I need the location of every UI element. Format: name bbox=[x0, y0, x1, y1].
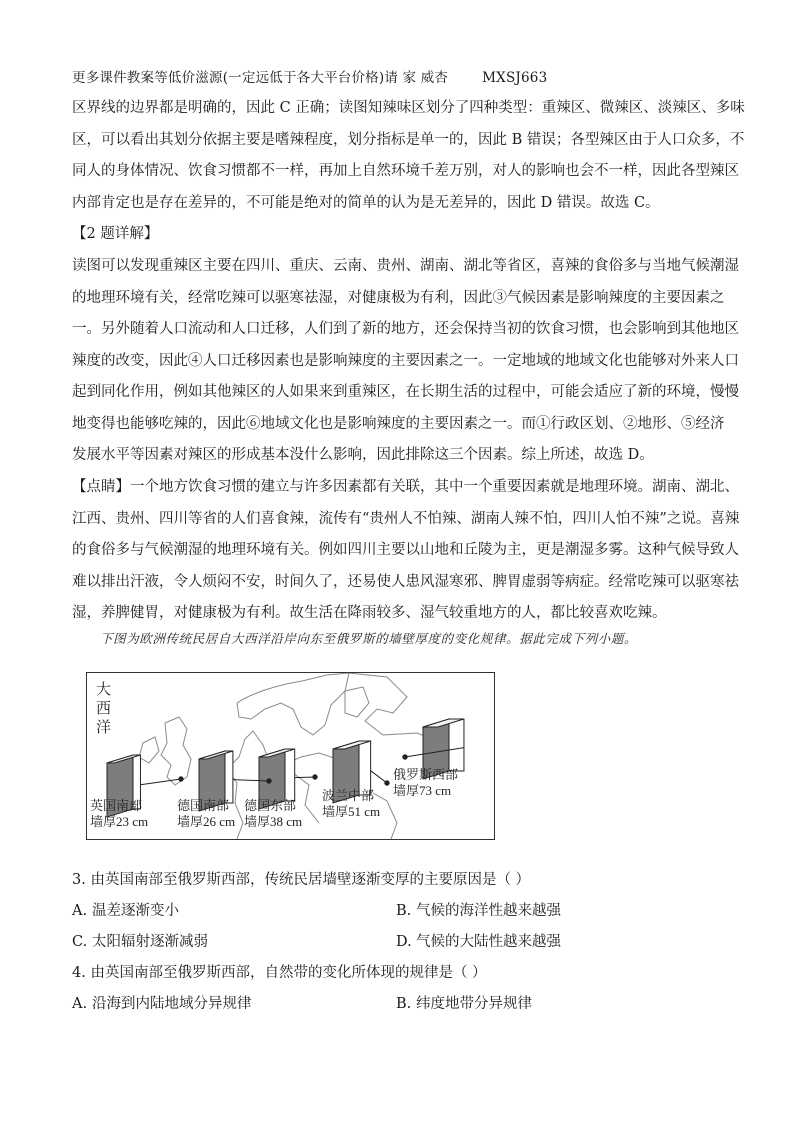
wall-region: 德国南部 bbox=[177, 798, 230, 813]
text-line: 【点睛】一个地方饮食习惯的建立与许多因素都有关联，其中一个重要因素就是地理环境。湖南、湖北、 bbox=[72, 479, 739, 495]
q4-option-b[interactable] bbox=[396, 992, 532, 1013]
text-line: 起到同化作用，例如其他辣区的人如果来到重辣区，在长期生活的过程中，可能会适应了新的环境，慢慢 bbox=[72, 384, 739, 400]
q3-option-a[interactable] bbox=[72, 899, 179, 920]
q3-option-b[interactable] bbox=[396, 899, 561, 920]
ocean-label bbox=[96, 681, 111, 738]
q3-option-c[interactable] bbox=[72, 930, 208, 951]
location-dot bbox=[313, 775, 317, 779]
text-line: 辣度的改变，因此④人口迁移因素也是影响辣度的主要因素之一。一定地域的地域文化也能够对外来人口 bbox=[72, 352, 739, 369]
page-header bbox=[72, 66, 547, 86]
option-text: 气候的大陆性越来越强 bbox=[416, 934, 561, 950]
wall-region: 波兰中部 bbox=[322, 788, 375, 803]
question-4-stem: 4. 由英国南部至俄罗斯西部，自然带的变化所体现的规律是（ ） bbox=[72, 965, 487, 981]
answer-2-paragraph bbox=[72, 251, 739, 472]
text-line: 发展水平等因素对辣区的形成基本没什么影响，因此排除这三个因素。综上所述，故选 D。 bbox=[72, 447, 654, 463]
option-text: 气候的海洋性越来越强 bbox=[416, 903, 561, 919]
wall-thickness-figure bbox=[86, 672, 495, 840]
text-line: 区，可以看出其划分依据主要是嗜辣程度，划分指标是单一的，因此 B 错误；各型辣区由于人口众多，不 bbox=[72, 131, 745, 148]
wall-label-uk bbox=[90, 798, 148, 830]
wall-label-poland bbox=[322, 788, 380, 820]
option-key: A. bbox=[72, 996, 88, 1012]
option-key: B. bbox=[396, 903, 412, 919]
option-text: 纬度地带分异规律 bbox=[416, 996, 532, 1012]
wall-side-face bbox=[285, 749, 295, 801]
location-dot bbox=[179, 777, 183, 781]
option-key: C. bbox=[72, 934, 88, 950]
wall-side-face bbox=[449, 719, 464, 771]
text-line: 江西、贵州、四川等省的人们喜食辣，流传有“贵州人不怕辣、湖南人辣不怕，四川人怕不辣”之说。喜辣 bbox=[72, 510, 740, 527]
wall-region: 俄罗斯西部 bbox=[393, 767, 459, 782]
text-line: 难以排出汗液，令人烦闷不安，时间久了，还易使人患风湿寒邪、脾胃虚弱等病症。经常吃辣可以驱寒祛 bbox=[72, 573, 739, 590]
ocean-label-char: 大 bbox=[96, 682, 112, 698]
wall-side-face bbox=[225, 751, 233, 803]
question-3-stem: 3. 由英国南部至俄罗斯西部，传统民居墙壁逐渐变厚的主要原因是（ ） bbox=[72, 872, 531, 888]
header-code: MXSJ663 bbox=[482, 70, 548, 86]
location-dot bbox=[385, 781, 389, 785]
option-key: D. bbox=[396, 934, 412, 950]
answer-1-paragraph bbox=[72, 93, 745, 251]
wall-label-east-germany bbox=[244, 798, 302, 830]
header-text: 更多课件教案等低价滋源(一定远低于各大平台价格)请 家 威杏 bbox=[72, 70, 449, 86]
wall-region: 德国东部 bbox=[244, 798, 297, 813]
wall-side-face bbox=[359, 741, 371, 795]
text-line: 地变得也能够吃辣的，因此⑥地域文化也是影响辣度的主要因素之一。而①行政区划、②地形、⑤经济 bbox=[72, 415, 725, 432]
text-line: 内部肯定也是存在差异的，不可能是绝对的简单的认为是无差异的，因此 D 错误。故选 C。 bbox=[72, 194, 660, 211]
wall-thickness: 墙厚38 cm bbox=[244, 814, 303, 829]
option-key: A. bbox=[72, 903, 88, 919]
wall-label-russia bbox=[393, 767, 458, 799]
text-line: 的食俗多与气候潮湿的地理环境有关。例如四川主要以山地和丘陵为主，更是潮湿多雾。这种气候导致人 bbox=[72, 542, 739, 558]
figure-intro: 下图为欧洲传统民居自大西洋沿岸向东至俄罗斯的墙壁厚度的变化规律。据此完成下列小题。 bbox=[100, 631, 638, 646]
q4-option-a[interactable] bbox=[72, 992, 252, 1013]
text-line: 的地理环境有关，经常吃辣可以驱寒祛湿，对健康极为有利，因此③气候因素是影响辣度的主要因素之 bbox=[72, 289, 725, 306]
wall-thickness: 墙厚51 cm bbox=[322, 804, 381, 819]
option-text: 温差逐渐变小 bbox=[92, 903, 179, 919]
text-line: 同人的身体情况、饮食习惯都不一样，再加上自然环境千差万别，对人的影响也会不一样，因此各型辣区 bbox=[72, 163, 739, 179]
location-dot bbox=[403, 755, 407, 759]
wall-thickness: 墙厚26 cm bbox=[177, 814, 236, 829]
text-line: 区界线的边界都是明确的，因此 C 正确；读图知辣味区划分了四种类型：重辣区、微辣区、淡辣区、多味 bbox=[72, 100, 745, 116]
wall-thickness: 墙厚73 cm bbox=[393, 783, 452, 798]
text-line: 湿，养脾健胃，对健康极为有利。故生活在降雨较多、湿气较重地方的人，都比较喜欢吃辣。 bbox=[72, 605, 667, 621]
wall-region: 英国南部 bbox=[90, 798, 143, 813]
wall-thickness: 墙厚23 cm bbox=[90, 814, 149, 829]
location-dot bbox=[267, 779, 271, 783]
text-line: 一。另外随着人口流动和人口迁移，人们到了新的地方，还会保持当初的饮食习惯，也会影响到其他地区 bbox=[72, 321, 739, 337]
detail-2-title: 【2 题详解】 bbox=[72, 226, 159, 242]
option-text: 太阳辐射逐渐减弱 bbox=[92, 934, 208, 950]
wall-pointer-line bbox=[295, 777, 315, 778]
wall-pointer-line bbox=[140, 779, 181, 785]
ocean-label-char: 西 bbox=[96, 701, 112, 717]
option-key: B. bbox=[396, 996, 412, 1012]
text-line: 读图可以发现重辣区主要在四川、重庆、云南、贵州、湖南、湖北等省区，喜辣的食俗多与当地气候潮湿 bbox=[72, 258, 739, 274]
key-point-paragraph bbox=[72, 472, 740, 630]
ocean-label-char: 洋 bbox=[96, 720, 112, 736]
wall-pointer-line bbox=[371, 771, 387, 783]
q3-option-d[interactable] bbox=[396, 930, 561, 951]
wall-label-south-germany bbox=[177, 798, 235, 830]
option-text: 沿海到内陆地域分异规律 bbox=[92, 996, 252, 1012]
